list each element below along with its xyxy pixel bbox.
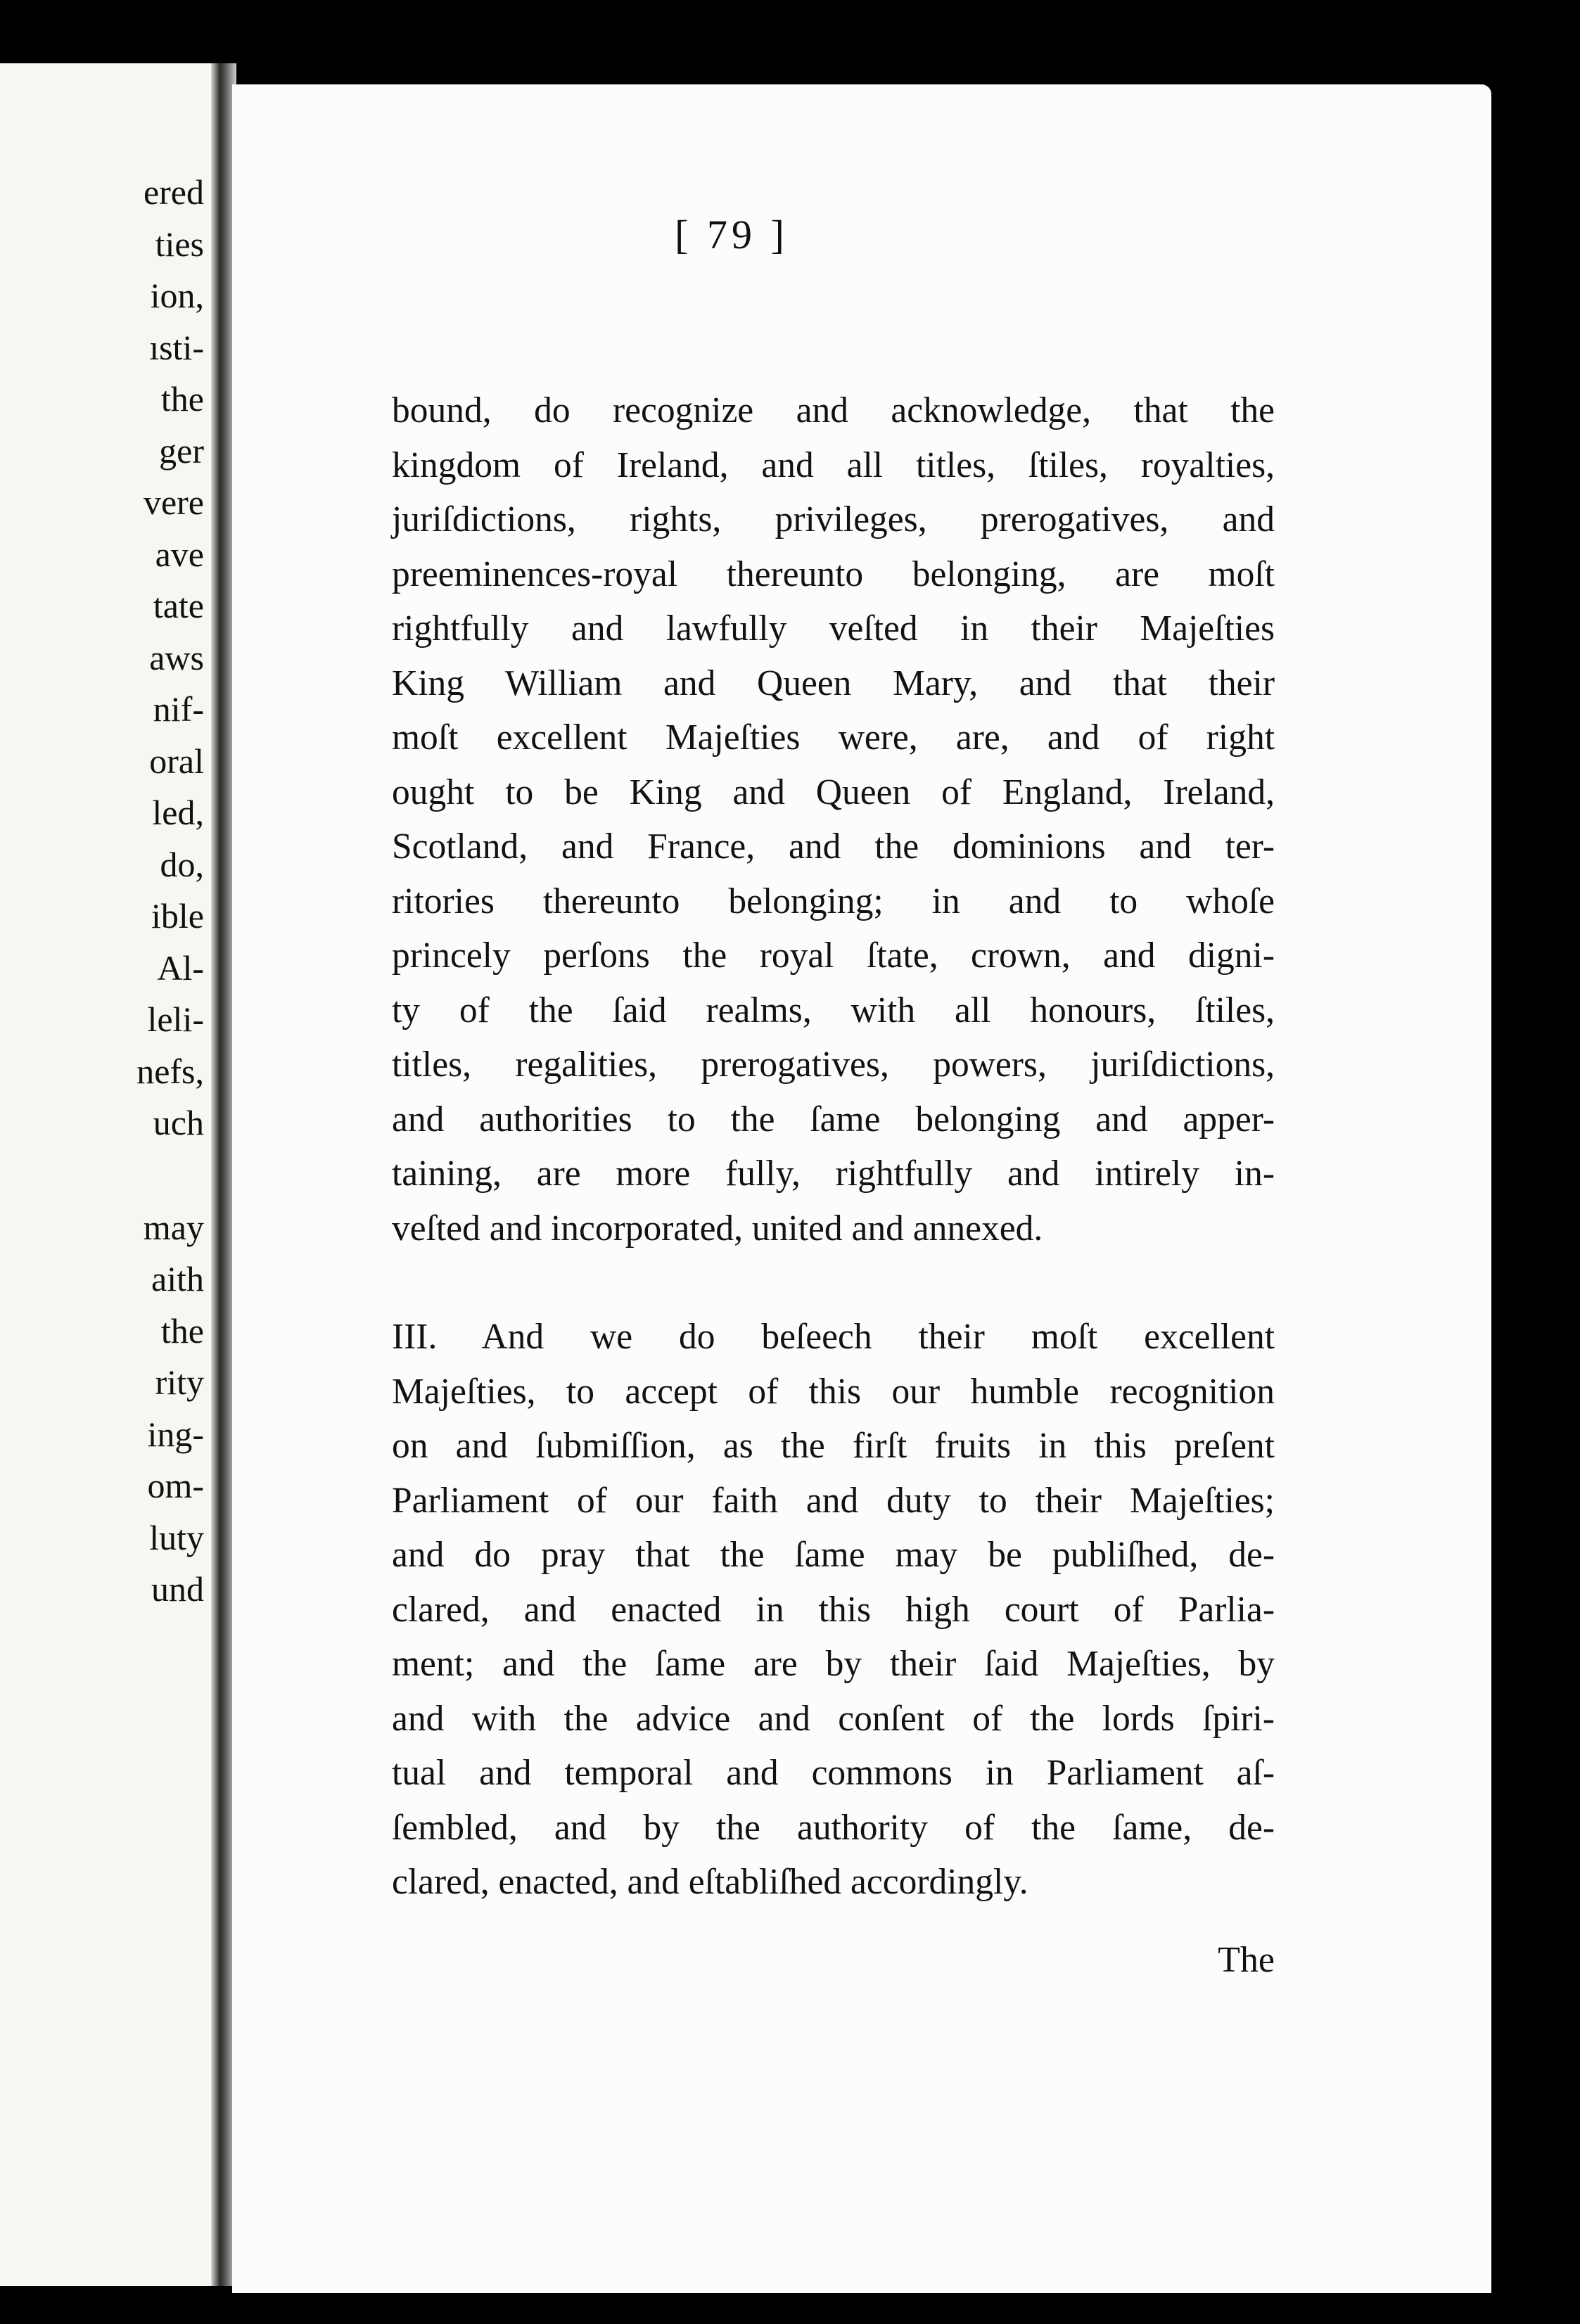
text-line: ty of the ſaid realms, with all honours, ſtiles,	[392, 990, 1275, 1030]
left-page-fragment: may	[143, 1207, 204, 1247]
left-facing-page	[0, 63, 224, 2286]
left-page-fragment: ible	[151, 896, 204, 936]
text-line: clared, and enacted in this high court of Parlia-	[392, 1589, 1275, 1630]
left-page-fragment: ave	[155, 534, 204, 574]
left-page-fragment: om-	[147, 1466, 204, 1505]
left-page-fragment: the	[160, 1310, 204, 1351]
text-line: and with the advice and conſent of the lords ſpiri-	[392, 1698, 1275, 1739]
left-page-fragment: ing-	[147, 1414, 204, 1454]
left-page-fragment: leli-	[147, 1000, 204, 1039]
left-page-fragment: led,	[152, 793, 204, 832]
left-page-fragment: und	[151, 1569, 204, 1609]
left-page-fragment: uch	[153, 1103, 204, 1142]
left-page-fragment: ered	[143, 172, 204, 212]
text-line: rightfully and lawfully veſted in their Majeſties	[392, 608, 1275, 649]
text-line: III. And we do beſeech their moſt excellent	[392, 1317, 1275, 1357]
text-line: ought to be King and Queen of England, Ireland,	[392, 772, 1275, 812]
text-line: juriſdictions, rights, privileges, prerogatives, and	[392, 499, 1275, 540]
page-number-header: [ 79 ]	[675, 212, 789, 257]
body-text	[392, 383, 1275, 1910]
left-page-fragment: Al-	[157, 947, 204, 988]
left-page-fragment: oral	[149, 741, 204, 781]
left-page-fragment: ısti-	[149, 327, 204, 367]
left-page-fragment: the	[160, 379, 204, 419]
left-page-fragment: vere	[143, 483, 204, 522]
text-line: ment; and the ſame are by their ſaid Majeſties, by	[392, 1644, 1275, 1684]
left-page-fragment: ion,	[150, 276, 204, 315]
text-line: King William and Queen Mary, and that their	[392, 663, 1275, 703]
text-line: bound, do recognize and acknowledge, that the	[392, 390, 1275, 430]
left-page-fragment: aith	[151, 1259, 204, 1298]
text-line: ritories thereunto belonging; in and to whoſe	[392, 881, 1275, 921]
paragraph-1	[392, 383, 1275, 1256]
text-line: Parliament of our faith and duty to their Majeſties;	[392, 1480, 1275, 1521]
text-line: taining, are more fully, rightfully and intirely in-	[392, 1154, 1275, 1194]
text-line: preeminences-royal thereunto belonging, are moſt	[392, 554, 1275, 594]
text-line: on and ſubmiſſion, as the firſt fruits in this preſent	[392, 1426, 1275, 1466]
text-line: and do pray that the ſame may be publiſhed, de-	[392, 1535, 1275, 1575]
left-page-fragment: nefs,	[136, 1051, 204, 1091]
text-line: Majeſties, to accept of this our humble recognition	[392, 1371, 1275, 1412]
text-line: tual and temporal and commons in Parliament aſ-	[392, 1753, 1275, 1793]
text-line: titles, regalities, prerogatives, powers, juriſdictions,	[392, 1045, 1275, 1085]
left-page-fragment: nif-	[153, 689, 204, 729]
text-line: kingdom of Ireland, and all titles, ſtiles, royalties,	[392, 445, 1275, 485]
left-page-fragment: aws	[149, 637, 204, 677]
left-page-fragment: do,	[160, 844, 204, 884]
paragraph-2	[392, 1310, 1275, 1910]
left-page-fragment: tate	[153, 586, 204, 625]
text-line: and authorities to the ſame belonging and apper-	[392, 1099, 1275, 1139]
paragraph-gap	[392, 1256, 1275, 1310]
text-line: clared, enacted, and eſtabliſhed accordingly.	[392, 1862, 1028, 1902]
catchword: The	[1218, 1940, 1275, 1980]
left-page-fragment: ger	[159, 430, 204, 471]
text-line: veſted and incorporated, united and annexed.	[392, 1208, 1043, 1249]
text-line: ſembled, and by the authority of the ſame, de-	[392, 1807, 1275, 1848]
left-page-fragment: ties	[155, 224, 204, 264]
text-line: moſt excellent Majeſties were, are, and of right	[392, 717, 1275, 758]
text-line: Scotland, and France, and the dominions and ter-	[392, 826, 1275, 867]
left-page-fragment: luty	[149, 1517, 204, 1557]
left-page-fragment: rity	[155, 1362, 204, 1402]
text-line: princely perſons the royal ſtate, crown, and digni-	[392, 936, 1275, 976]
